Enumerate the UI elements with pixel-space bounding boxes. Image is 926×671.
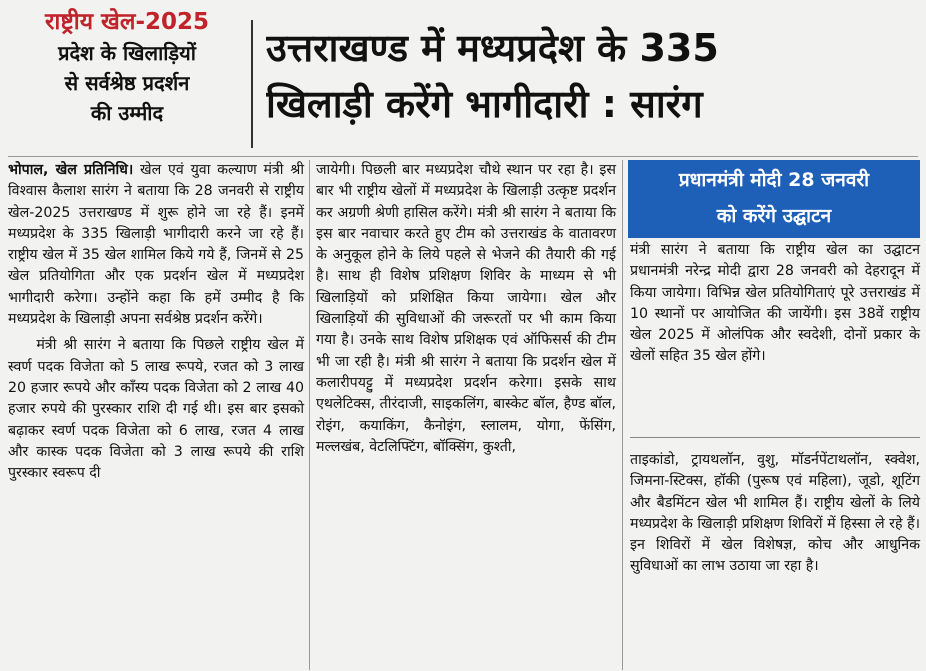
sidebar-bottom-rule bbox=[630, 437, 920, 438]
kicker-tag: राष्ट्रीय खेल-2025 bbox=[44, 9, 210, 35]
sidebar-text bbox=[630, 240, 920, 368]
kicker-line-1: प्रदेश के खिलाड़ियों bbox=[58, 41, 196, 65]
headline-line-2: खिलाड़ी करेंगे भागीदारी : सारंग bbox=[266, 82, 703, 126]
horizontal-divider bbox=[8, 156, 918, 157]
paragraph-1 bbox=[8, 160, 304, 330]
kicker-block bbox=[8, 6, 246, 154]
sidebar-paragraph: मंत्री सारंग ने बताया कि राष्ट्रीय खेल का उद्घाटन प्रधानमंत्री नरेन्द्र मोदी द्वारा 28 जनवरी को देहरादून में किया जायेगा। विभिन्न खेल प्रतियोगिताएं पूरे उत्तराखंड में 10 स्थानों पर आयोजित की जायेंगी। इस 38वें राष्ट्रीय खेल 2025 में ओलंपिक और स्वदेशी, दोनों प्रकार के खेलों सहित 35 खेल होंगे। bbox=[630, 242, 920, 365]
column-rule-2 bbox=[622, 160, 623, 670]
kicker-line-2: से सर्वश्रेष्ठ प्रदर्शन bbox=[64, 71, 190, 95]
article-column-3 bbox=[630, 450, 920, 578]
dateline: भोपाल, खेल प्रतिनिधि। bbox=[8, 162, 134, 178]
article-column-2 bbox=[316, 160, 616, 458]
sidebar-headline-box bbox=[628, 160, 920, 238]
article-column-1 bbox=[8, 160, 304, 484]
sidebar-headline-line-2: को करेंगे उद्घाटन bbox=[716, 205, 832, 227]
column-2-text: जायेगी। पिछली बार मध्यप्रदेश चौथे स्थान पर रहा है। इस बार भी राष्ट्रीय खेलों में मध्यप्रदेश के खिलाड़ी उत्कृष्ट प्रदर्शन कर अग्रणी श्रेणी हासिल करेंगे। मंत्री श्री सारंग ने बताया कि इस बार नवाचार करते हुए टीम को उत्तराखंड के वातावरण के अनुकूल होने के लिये पहले से भेजने की तैयारी की गई है। साथ ही विशेष प्रशिक्षण शिविर के माध्यम से भी खिलाड़ियों को प्रशिक्षित किया जायेगा। खेल और खिलाड़ियों की सुविधाओं की जरूरतों पर भी काम किया गया है। उनके साथ विशेष प्रशिक्षक एवं ऑफिसर्स की टीम भी जा रही है। मंत्री श्री सारंग ने बताया कि प्रदर्शन खेल में कलारीपयट्टु में मध्यप्रदेश प्रदर्शन करेगा। इसके साथ एथलेटिक्स, तीरंदाजी, साइकलिंग, बास्केट बॉल, हैण्ड बॉल, रोइंग, कयाकिंग, कैनोइंग, स्लालम, योगा, फेंसिंग, मल्लखंब, वेटलिफ्टिंग, बॉक्सिंग, कुश्ती, bbox=[316, 162, 616, 455]
column-rule-1 bbox=[309, 160, 310, 670]
paragraph-1-text: खेल एवं युवा कल्याण मंत्री श्री विश्वास कैलाश सारंग ने बताया कि 28 जनवरी से राष्ट्रीय खेल-2025 उत्तराखण्ड में शुरू होने जा रहे हैं। इनमें मध्यप्रदेश के 335 खिलाड़ी भागीदारी करने जा रहे हैं। राष्ट्रीय खेल में 35 खेल शामिल किये गये हैं, जिनमें से 25 खेल प्रतियोगिता और एक प्रदर्शन खेल में मध्यप्रदेश भागीदारी करेगा। उन्होंने कहा कि हमें उम्मीद है कि मध्यप्रदेश के खिलाड़ी अपना सर्वश्रेष्ठ प्रदर्शन करेंगे। bbox=[8, 162, 304, 328]
headline bbox=[266, 20, 916, 132]
kicker-line-3: की उम्मीद bbox=[90, 101, 164, 125]
headline-divider bbox=[251, 20, 253, 148]
headline-line-1: उत्तराखण्ड में मध्यप्रदेश के 335 bbox=[266, 26, 719, 70]
paragraph-2: मंत्री श्री सारंग ने बताया कि पिछले राष्ट्रीय खेल में स्वर्ण पदक विजेता को 5 लाख रूपये, रजत को 3 लाख 20 हजार रूपये और काँस्य पदक विजेता को 2 लाख 40 हजार रुपये की पुरस्कार राशि दी गई थी। इस बार इसको बढ़ाकर स्वर्ण पदक विजेता को 6 लाख, रजत 4 लाख और कास्क पदक विजेता को 3 लाख रूपये की राशि पुरस्कार स्वरूप दी bbox=[8, 337, 304, 482]
sidebar-headline-line-1: प्रधानमंत्री मोदी 28 जनवरी bbox=[678, 169, 870, 191]
column-3-text: ताइकांडो, ट्रायथलॉन, वुशु, मॉडर्नपेंटाथलॉन, स्क्वेश, जिमना-स्टिक्स, हॉकी (पुरूष एवं महिला), जूडो, शूटिंग और बैडमिंटन खेल भी शामिल हैं। राष्ट्रीय खेलों के लिये मध्यप्रदेश के खिलाड़ी प्रशिक्षण शिविरों में हिस्सा ले रहे हैं। इन शिविरों में खेल विशेषज्ञ, कोच और आधुनिक सुविधाओं का लाभ उठाया जा रहा है। bbox=[630, 452, 920, 575]
